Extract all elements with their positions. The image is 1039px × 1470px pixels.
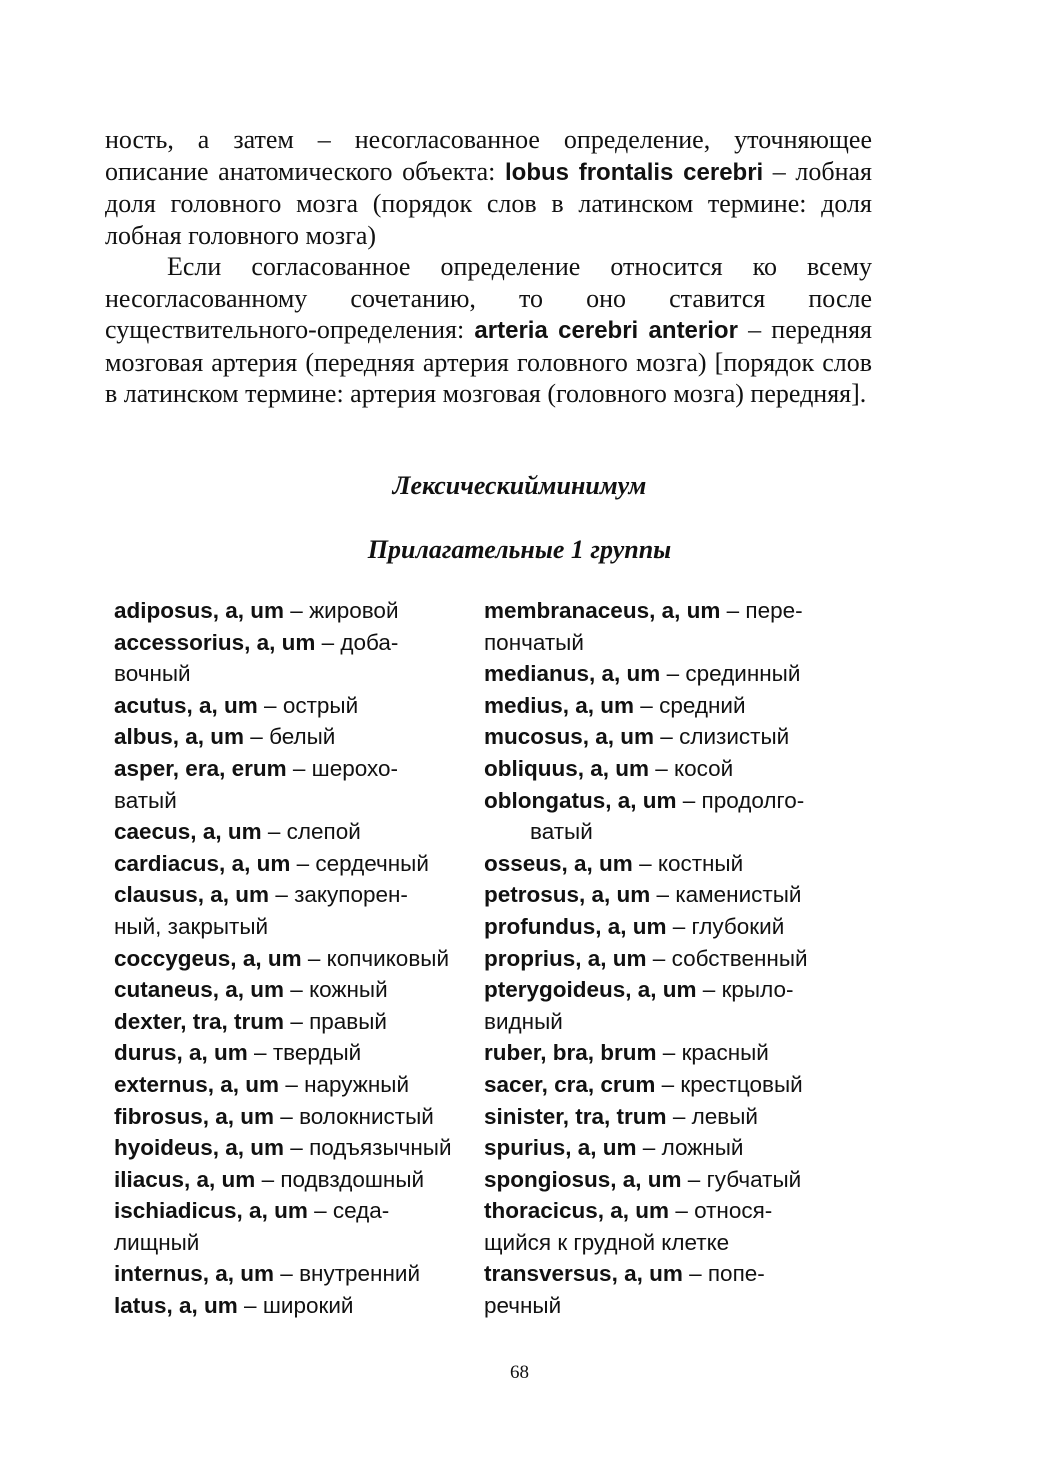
translation: косой [674, 755, 734, 781]
dash-separator: – [284, 598, 310, 623]
dash-separator: – [682, 1261, 708, 1287]
latin-term: ischiadicus, a, um [114, 1198, 308, 1224]
translation: срединный [685, 661, 801, 687]
dash-separator: – [244, 724, 270, 750]
dash-separator: – [315, 629, 341, 655]
vocab-entry [484, 879, 864, 911]
vocab-entry [114, 1132, 476, 1164]
translation-continuation: ватый [114, 787, 177, 813]
translation: закупорен- [294, 882, 408, 908]
latin-term: arteria cerebri anterior [474, 317, 738, 344]
latin-term: dexter, tra, trum [114, 1008, 285, 1034]
vocab-entry [484, 943, 864, 975]
dash-separator: – [247, 1040, 273, 1066]
latin-term: medius, a, um [484, 692, 635, 718]
vocab-entry [114, 1164, 476, 1196]
paragraph-1-text-start: ность, а затем – несогласованное определение, уточняющее описание анатомического объекта: [105, 125, 872, 186]
translation: собственный [671, 945, 808, 971]
vocab-entry-line [114, 627, 476, 659]
dash-separator: – [669, 1198, 695, 1224]
latin-term: cardiacus, a, um [114, 850, 291, 876]
vocab-entry-line [484, 690, 864, 722]
vocab-entry-line [114, 943, 476, 975]
vocab-entry [484, 753, 864, 785]
latin-term: caecus, a, um [114, 819, 262, 845]
dash-separator: – [284, 1135, 310, 1161]
vocab-entry [484, 595, 864, 658]
vocab-entry-line [114, 879, 476, 911]
vocab-entry [484, 658, 864, 690]
section-heading: Лексическийминимум [392, 471, 647, 500]
vocab-entry [114, 1290, 476, 1322]
dash-separator: – [666, 913, 692, 939]
translation: копчиковый [326, 945, 450, 971]
vocab-entry [484, 1069, 864, 1101]
latin-term: sacer, cra, crum [484, 1071, 656, 1097]
vocab-entry-line [114, 1069, 476, 1101]
vocab-entry [114, 848, 476, 880]
dash-separator: – [656, 1040, 682, 1066]
vocab-entry-line [484, 1101, 864, 1133]
vocab-entry-line [484, 943, 864, 975]
latin-term: externus, a, um [114, 1071, 280, 1097]
dash-separator: – [720, 598, 746, 623]
paragraph-1-text-end: – лобная доля головного мозга (порядок слов в латинском термине: доля лобная головного мозга) [105, 156, 872, 250]
latin-term: obliquus, a, um [484, 755, 650, 781]
vocab-entry [484, 848, 864, 880]
dash-separator: – [307, 1198, 333, 1224]
translation: губчатый [706, 1166, 802, 1192]
dash-separator: – [650, 882, 676, 908]
vocab-entry-line [484, 595, 864, 627]
translation-continuation: ный, закрытый [114, 913, 269, 939]
latin-term: medianus, a, um [484, 661, 661, 687]
translation: наружный [304, 1071, 410, 1097]
vocab-entry [114, 721, 476, 753]
vocab-entry-line [114, 848, 476, 880]
latin-term: proprius, a, um [484, 945, 647, 971]
translation: подвздошный [280, 1166, 425, 1192]
translation-continuation: речный [484, 1293, 562, 1319]
latin-term: pterygoideus, a, um [484, 977, 697, 1003]
page-number: 68 [510, 1362, 529, 1383]
translation: острый [282, 692, 359, 718]
vocab-entry-line [114, 974, 476, 1006]
translation: кожный [309, 977, 388, 1003]
latin-term: clausus, a, um [114, 882, 270, 908]
translation: попе- [707, 1261, 765, 1287]
latin-term: acutus, a, um [114, 692, 258, 718]
latin-term: internus, a, um [114, 1261, 275, 1287]
vocab-entry-line [484, 753, 864, 785]
latin-term: albus, a, um [114, 724, 245, 750]
dash-separator: – [255, 1166, 281, 1192]
dash-separator: – [654, 724, 680, 750]
vocab-entry [484, 974, 864, 1037]
dash-separator: – [261, 819, 287, 845]
vocab-entry [484, 690, 864, 722]
dash-separator: – [649, 755, 675, 781]
translation: левый [691, 1103, 758, 1129]
vocab-entry [114, 753, 476, 816]
vocab-column-left [114, 595, 476, 1322]
latin-term: spurius, a, um [484, 1135, 637, 1161]
vocab-entry-line [114, 1290, 476, 1322]
translation-continuation: видный [484, 1008, 563, 1034]
vocab-entry-line [484, 879, 864, 911]
translation: жировой [309, 598, 399, 623]
paragraph-2 [105, 251, 872, 410]
vocab-entry [484, 911, 864, 943]
vocab-entry-line [484, 1195, 864, 1227]
vocab-entry [114, 1037, 476, 1069]
latin-term: adiposus, a, um [114, 598, 285, 623]
dash-separator: – [676, 787, 702, 813]
translation: продолго- [701, 787, 805, 813]
vocab-entry [114, 974, 476, 1006]
translation: красный [681, 1040, 769, 1066]
latin-term: lobus frontalis cerebri [504, 158, 764, 186]
vocab-entry-line [484, 1132, 864, 1164]
dash-separator: – [646, 945, 672, 971]
paragraph-1 [105, 124, 872, 251]
vocab-entry [114, 1006, 476, 1038]
vocab-entry-line [484, 1069, 864, 1101]
vocab-entry-line [114, 816, 476, 848]
translation: относя- [694, 1198, 773, 1224]
translation: твердый [272, 1040, 362, 1066]
vocab-entry-line [484, 974, 864, 1006]
translation-continuation: пончатый [484, 629, 584, 655]
translation: каменистый [675, 882, 802, 908]
latin-term: sinister, tra, trum [484, 1103, 667, 1129]
translation-continuation: лищный [114, 1229, 200, 1255]
vocab-entry [114, 627, 476, 690]
translation: седа- [332, 1198, 390, 1224]
vocab-entry [114, 1195, 476, 1258]
dash-separator: – [636, 1135, 662, 1161]
latin-term: mucosus, a, um [484, 724, 655, 750]
vocab-entry [114, 690, 476, 722]
vocab-entry-line [114, 690, 476, 722]
vocab-entry-line [484, 658, 864, 690]
translation-continuation: щийся к грудной клетке [484, 1229, 730, 1255]
vocab-entry-line [114, 1164, 476, 1196]
vocab-entry [114, 1258, 476, 1290]
translation: волокнистый [299, 1103, 434, 1129]
latin-term: cutaneus, a, um [114, 977, 285, 1003]
dash-separator: – [290, 850, 316, 876]
dash-separator: – [632, 850, 658, 876]
vocab-entry-line [114, 1037, 476, 1069]
dash-separator: – [696, 977, 722, 1003]
dash-separator: – [274, 1261, 300, 1287]
vocab-entry [484, 721, 864, 753]
translation: внутренний [299, 1261, 421, 1287]
translation: шерохо- [311, 755, 398, 781]
translation: сердечный [315, 850, 429, 876]
vocab-entry [114, 943, 476, 975]
vocab-entry-line [484, 1164, 864, 1196]
translation: подъязычный [309, 1135, 452, 1161]
dash-separator: – [284, 1008, 310, 1034]
latin-term: oblongatus, a, um [484, 787, 677, 813]
dash-separator: – [301, 945, 327, 971]
vocab-entry-line [114, 1258, 476, 1290]
dash-separator: – [634, 692, 660, 718]
translation: костный [657, 850, 744, 876]
translation: слепой [286, 819, 361, 845]
vocab-entry [114, 879, 476, 942]
latin-term: durus, a, um [114, 1040, 248, 1066]
vocab-entry [114, 595, 476, 627]
vocab-entry [484, 1101, 864, 1133]
latin-term: latus, a, um [114, 1293, 238, 1319]
vocab-entry-line [484, 1037, 864, 1069]
latin-term: thoracicus, a, um [484, 1198, 670, 1224]
dash-separator: – [666, 1103, 692, 1129]
translation: широкий [262, 1293, 354, 1319]
translation: белый [269, 724, 336, 750]
translation: правый [309, 1008, 387, 1034]
vocab-entry [114, 816, 476, 848]
latin-term: coccygeus, a, um [114, 945, 302, 971]
latin-term: transversus, a, um [484, 1261, 683, 1287]
vocab-entry-line [114, 595, 476, 627]
latin-term: hyoideus, a, um [114, 1135, 285, 1161]
latin-term: profundus, a, um [484, 913, 667, 939]
translation-continuation: вочный [114, 661, 191, 687]
vocab-entry-line [114, 753, 476, 785]
latin-term: petrosus, a, um [484, 882, 651, 908]
body-text [105, 124, 872, 410]
subsection-heading: Прилагательные 1 группы [367, 535, 672, 564]
latin-term: iliacus, a, um [114, 1166, 256, 1192]
vocab-entry-line [114, 1132, 476, 1164]
paragraph-2-text-start: Если согласованное определение относится ко всему несогласованному сочетанию, то оно ставится после существительного-определения: [105, 252, 872, 344]
vocab-entry [484, 1132, 864, 1164]
translation: доба- [340, 629, 399, 655]
latin-term: membranaceus, a, um [484, 598, 721, 623]
translation: ложный [661, 1135, 744, 1161]
latin-term: ruber, bra, brum [484, 1040, 657, 1066]
translation: крыло- [721, 977, 794, 1003]
vocab-entry [114, 1101, 476, 1133]
vocab-column-right [484, 595, 864, 1322]
latin-term: osseus, a, um [484, 850, 633, 876]
vocab-entry-line [114, 1195, 476, 1227]
vocab-entry-line [484, 1258, 864, 1290]
vocab-entry-line [484, 721, 864, 753]
translation: пере- [745, 598, 803, 623]
vocab-entry [484, 1258, 864, 1321]
vocab-entry-line [484, 911, 864, 943]
dash-separator: – [655, 1071, 681, 1097]
translation: глубокий [691, 913, 785, 939]
latin-term: asper, era, erum [114, 755, 287, 781]
translation-continuation: ватый [530, 819, 593, 845]
paragraph-2-text-end: – передняя мозговая артерия (передняя артерия головного мозга) [порядок слов в латинском термине: артерия мозговая (головного мозга) передняя]. [105, 315, 873, 408]
latin-term: fibrosus, a, um [114, 1103, 275, 1129]
dash-separator: – [286, 755, 312, 781]
vocab-entry-line [114, 721, 476, 753]
dash-separator: – [237, 1293, 263, 1319]
dash-separator: – [279, 1071, 305, 1097]
translation: средний [659, 692, 746, 718]
dash-separator: – [681, 1166, 707, 1192]
latin-term: accessorius, a, um [114, 629, 316, 655]
translation: слизистый [679, 724, 790, 750]
vocab-entry-line [114, 1101, 476, 1133]
dash-separator: – [274, 1103, 300, 1129]
translation: крестцовый [680, 1071, 803, 1097]
vocab-entry [484, 1164, 864, 1196]
vocab-entry [484, 1195, 864, 1258]
vocab-entry-line [114, 1006, 476, 1038]
dash-separator: – [257, 692, 283, 718]
vocab-entry [484, 785, 864, 848]
vocab-entry [114, 1069, 476, 1101]
vocab-entry [484, 1037, 864, 1069]
vocab-entry-line [484, 848, 864, 880]
vocab-entry-line [484, 785, 864, 817]
dash-separator: – [660, 661, 686, 687]
dash-separator: – [269, 882, 295, 908]
latin-term: spongiosus, a, um [484, 1166, 682, 1192]
dash-separator: – [284, 977, 310, 1003]
